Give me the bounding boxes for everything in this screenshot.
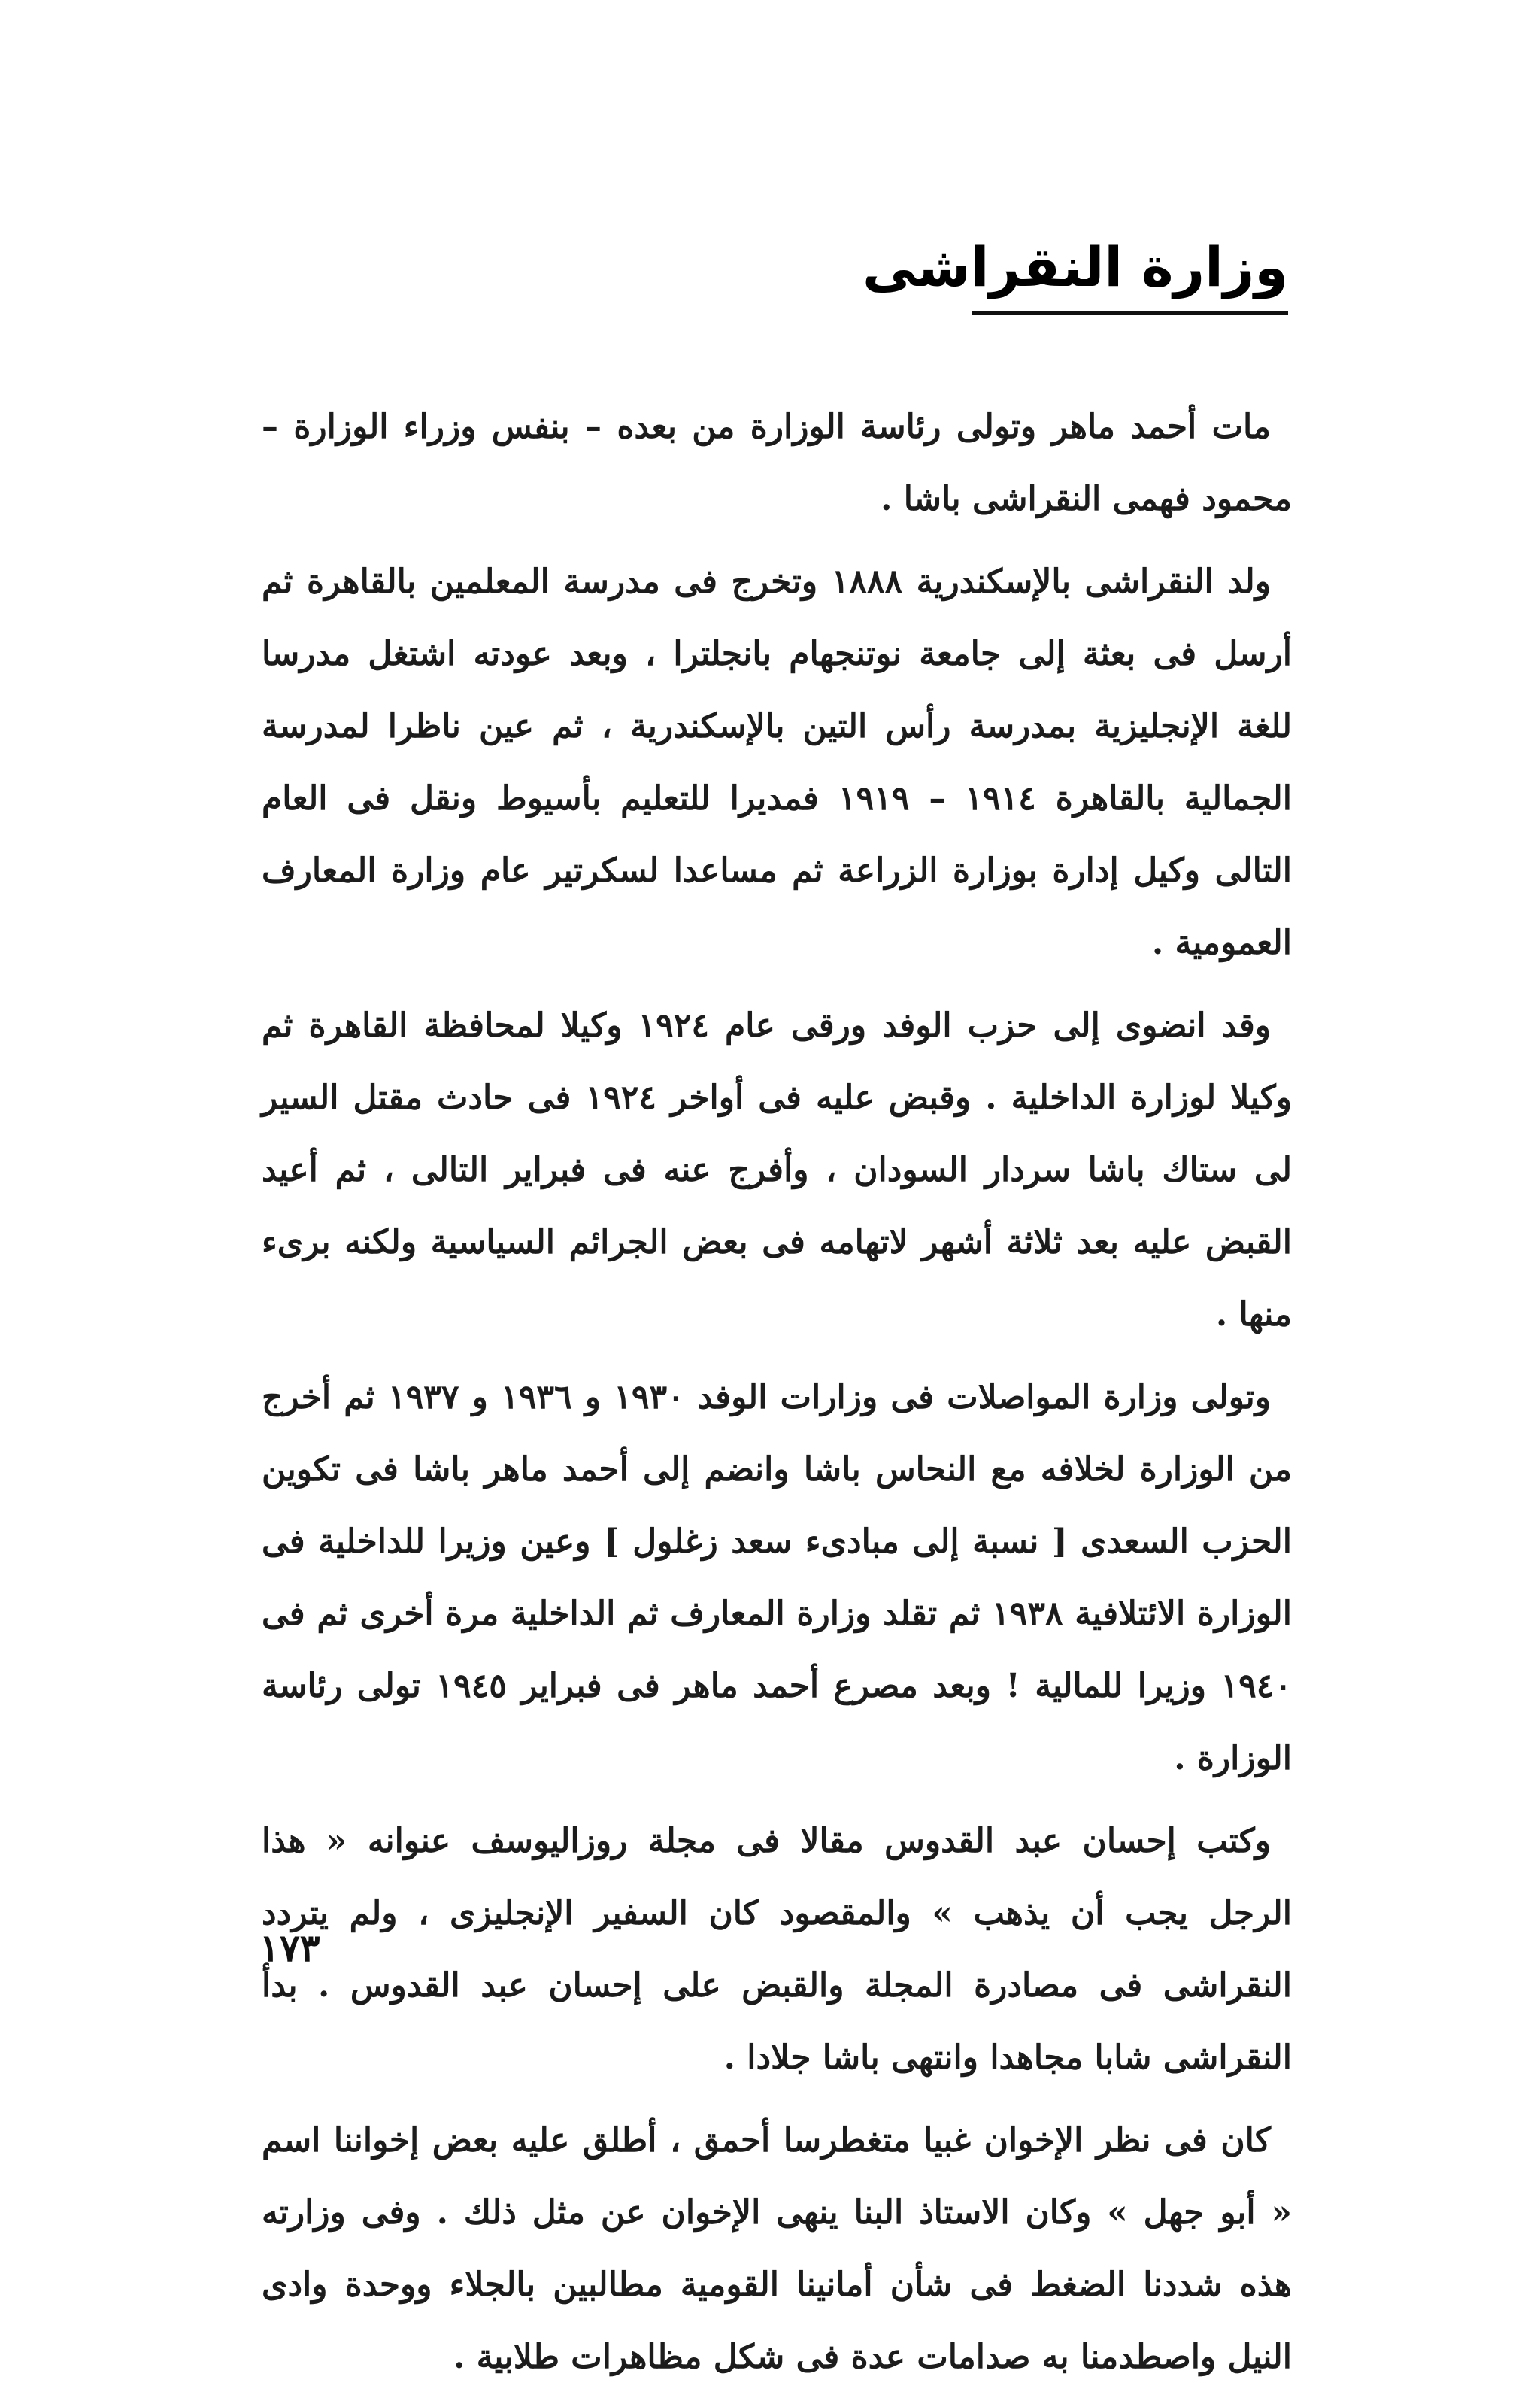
paragraph-3: وقد انضوى إلى حزب الوفد ورقى عام ١٩٢٤ وكيلا لمحافظة القاهرة ثم وكيلا لوزارة الداخلية . وقبض عليه فى أواخر ١٩٢٤ فى حادث مقتل السير لى ستاك باشا سردار السودان ، وأفرج عنه فى فبراير التالى ، ثم أعيد القبض عليه بعد ثلاثة أشهر لاتهامه فى بعض الجرائم السياسية ولكنه برىء منها .	[262, 1006, 1293, 1334]
paragraph-1: مات أحمد ماهر وتولى رئاسة الوزارة من بعده – بنفس وزراء الوزارة – محمود فهمى النقراشى باشا .	[262, 408, 1292, 518]
chapter-title: وزارة النقراشى	[862, 235, 1288, 299]
body-text	[262, 391, 1292, 2404]
paragraph-2: ولد النقراشى بالإسكندرية ١٨٨٨ وتخرج فى مدرسة المعلمين بالقاهرة ثم أرسل فى بعثة إلى جامعة نوتنجهام بانجلترا ، وبعد عودته اشتغل مدرسا للغة الإنجليزية بمدرسة رأس التين بالإسكندرية ، ثم عين ناظرا لمدرسة الجمالية بالقاهرة ١٩١٤ – ١٩١٩ فمديرا للتعليم بأسيوط ونقل فى العام التالى وكيل إدارة بوزارة الزراعة ثم مساعدا لسكرتير عام وزارة المعارف العمومية .	[262, 563, 1293, 962]
paragraph-6: كان فى نظر الإخوان غبيا متغطرسا أحمق ، أطلق عليه بعض إخواننا اسم « أبو جهل » وكان الاستاذ البنا ينهى الإخوان عن مثل ذلك . وفى وزارته هذه شددنا الضغط فى شأن أمانينا القومية مطالبين بالجلاء ووحدة وادى النيل واصطدمنا به صدامات عدة فى شكل مظاهرات طلابية .	[262, 2121, 1292, 2376]
page-number: ١٧٣	[259, 1926, 320, 1970]
title-underline	[972, 311, 1288, 315]
chapter-header	[862, 226, 1288, 315]
paragraph-4: وتولى وزارة المواصلات فى وزارات الوفد ١٩٣٠ و ١٩٣٦ و ١٩٣٧ ثم أخرج من الوزارة لخلافه مع النحاس باشا وانضم إلى أحمد ماهر باشا فى تكوين الحزب السعدى [ نسبة إلى مبادىء سعد زغلول ] وعين وزيرا للداخلية فى الوزارة الائتلافية ١٩٣٨ ثم تقلد وزارة المعارف ثم الداخلية مرة أخرى ثم فى ١٩٤٠ وزيرا للمالية ! وبعد مصرع أحمد ماهر فى فبراير ١٩٤٥ تولى رئاسة الوزارة .	[262, 1378, 1292, 1777]
paragraph-5: وكتب إحسان عبد القدوس مقالا فى مجلة روزاليوسف عنوانه « هذا الرجل يجب أن يذهب » والمقصود كان السفير الإنجليزى ، ولم يتردد النقراشى فى مصادرة المجلة والقبض على إحسان عبد القدوس . بدأ النقراشى شابا مجاهدا وانتهى باشا جلادا .	[262, 1822, 1292, 2077]
